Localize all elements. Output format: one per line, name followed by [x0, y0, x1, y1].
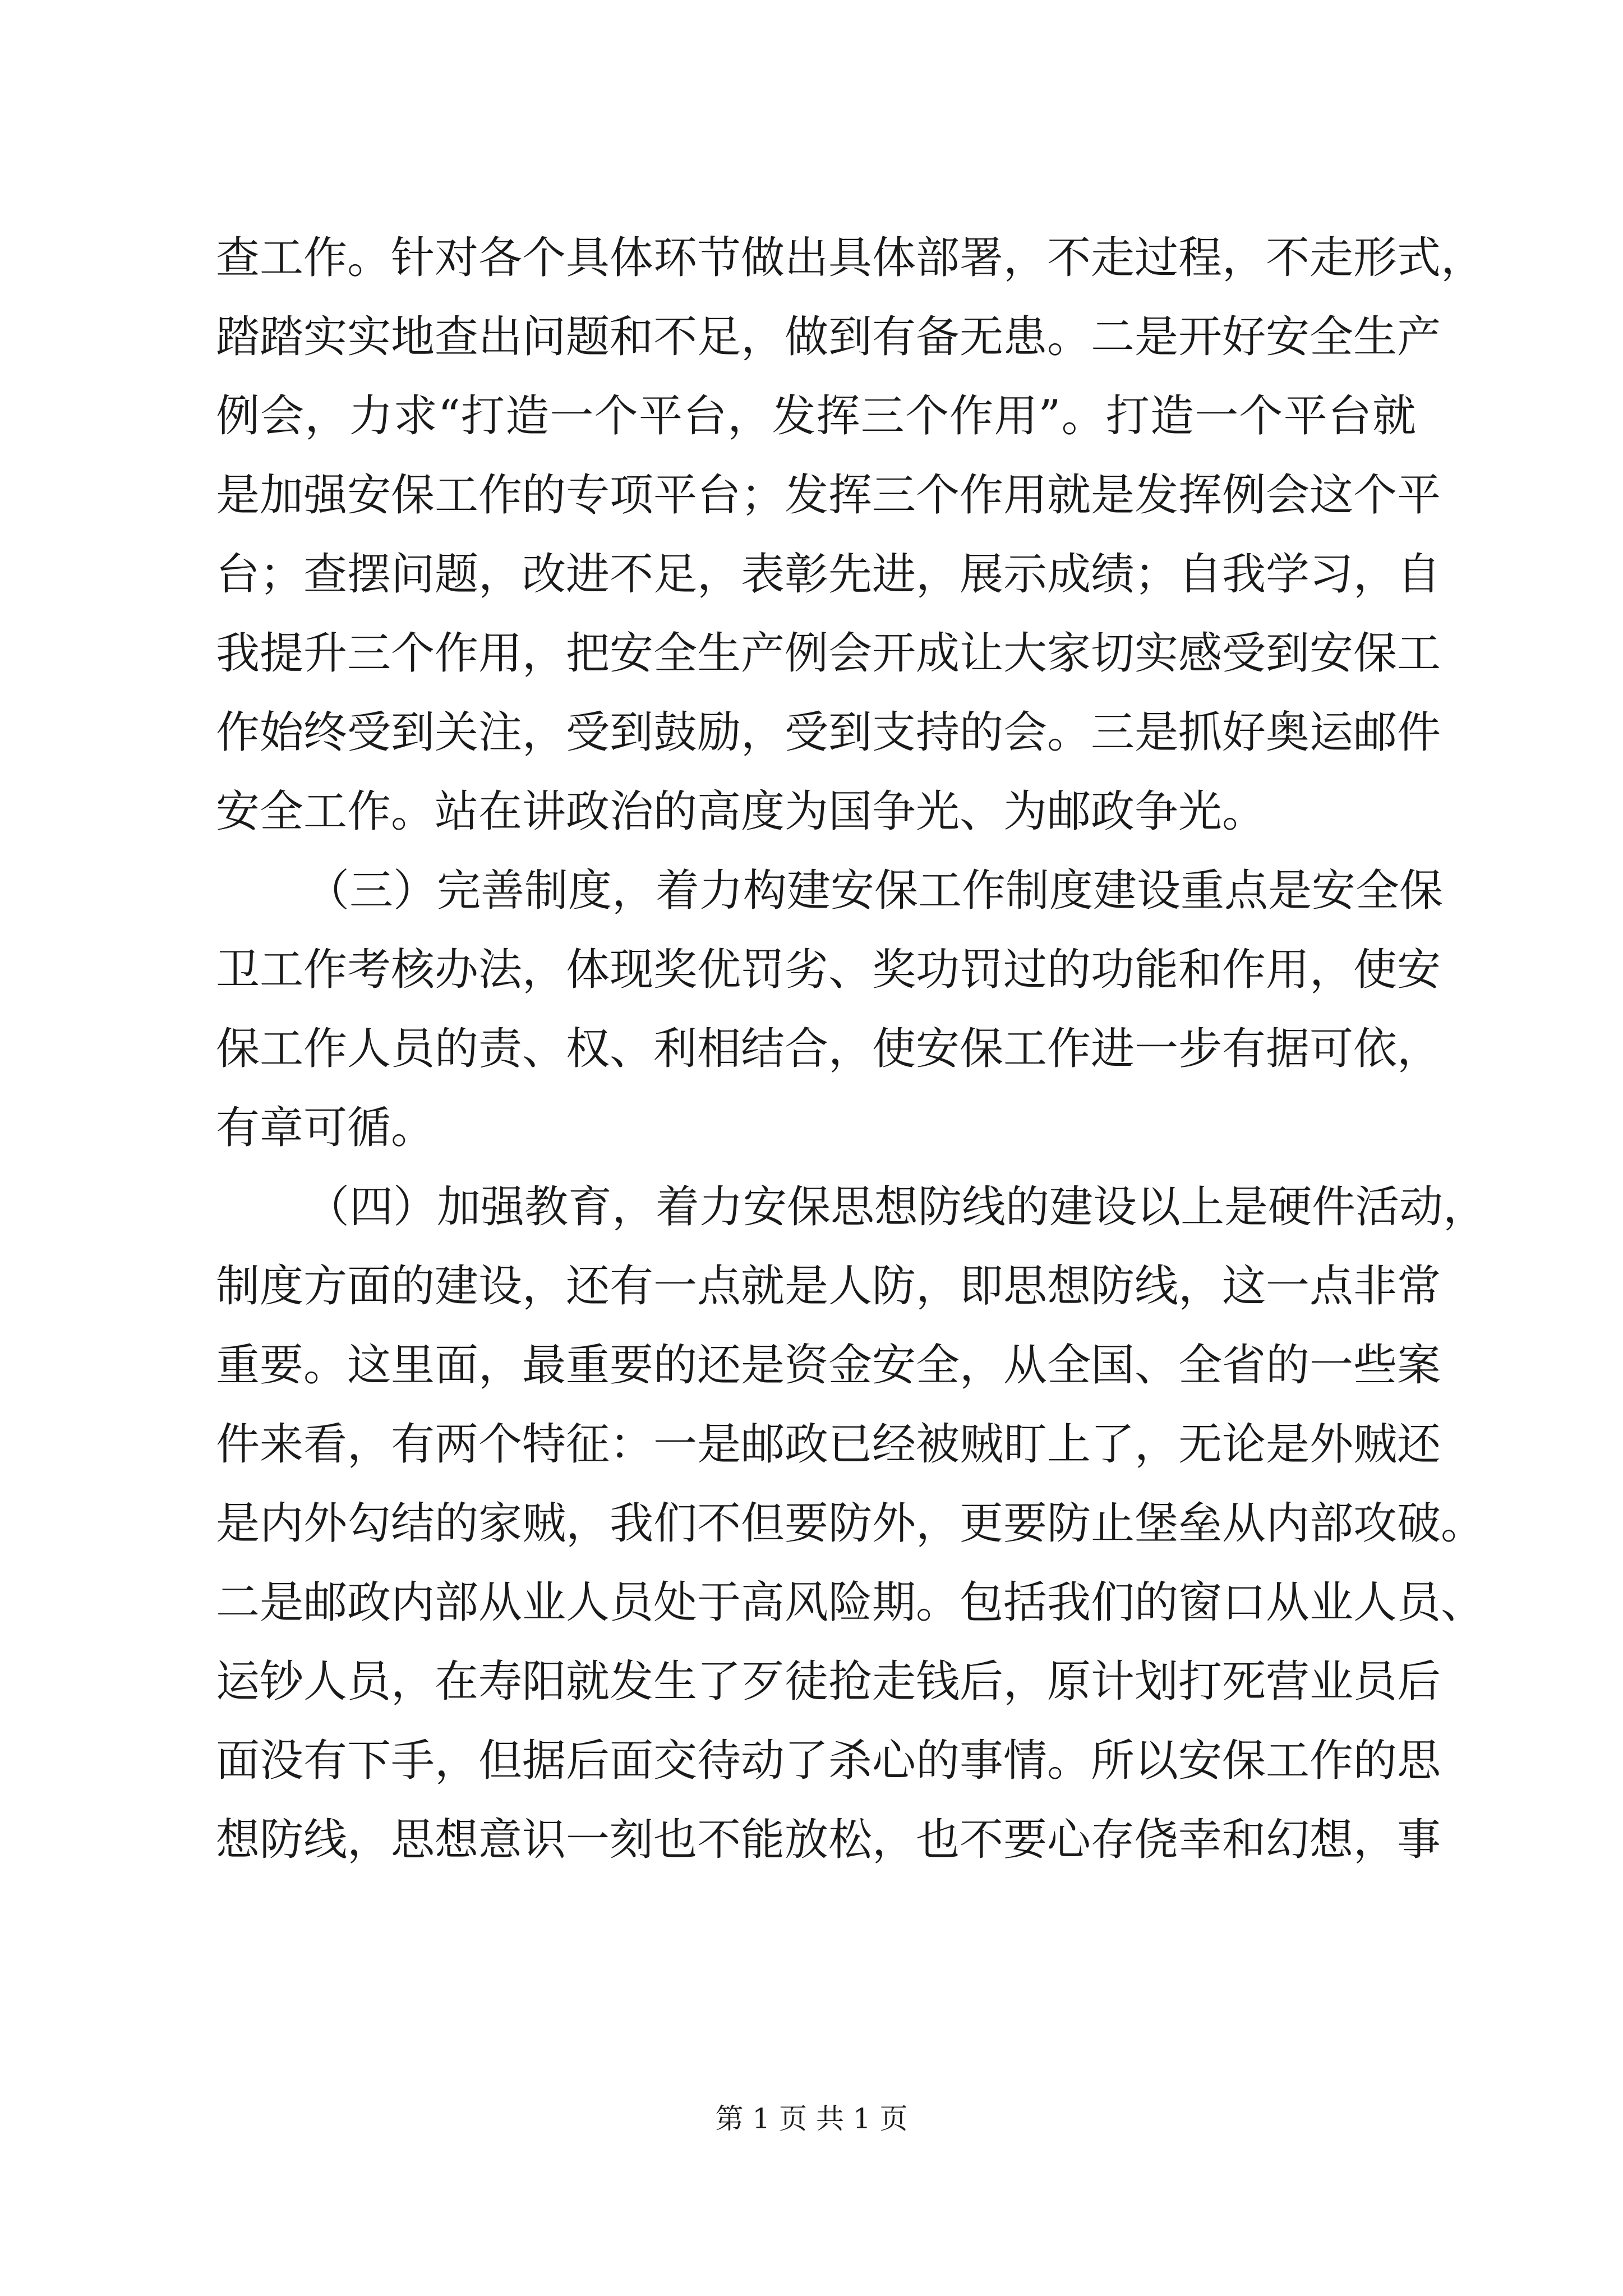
text-line: 制度方面的建设，还有一点就是人防，即思想防线，这一点非常: [216, 1261, 1441, 1312]
text-line: 作始终受到关注，受到鼓励，受到支持的会。三是抓好奥运邮件: [216, 707, 1441, 758]
text-line: 查工作。针对各个具体环节做出具体部署，不走过程，不走形式，: [216, 233, 1485, 283]
body-text: [216, 219, 1487, 1880]
text-line: 踏踏实实地查出问题和不足，做到有备无患。二是开好安全生产: [216, 312, 1441, 362]
paragraph-heading-line: （四）加强教育，着力安保思想防线的建设以上是硬件活动，: [306, 1182, 1487, 1232]
text-line: 是内外勾结的家贼，我们不但要防外，更要防止堡垒从内部攻破。: [216, 1498, 1485, 1549]
text-line: 我提升三个作用，把安全生产例会开成让大家切实感受到安保工: [216, 628, 1441, 679]
text-line: 面没有下手，但据后面交待动了杀心的事情。所以安保工作的思: [216, 1736, 1441, 1786]
text-line: 件来看，有两个特征：一是邮政已经被贼盯上了，无论是外贼还: [216, 1419, 1441, 1470]
text-line: 有章可循。: [216, 1103, 435, 1153]
text-line: 保工作人员的责、权、利相结合，使安保工作进一步有据可依，: [216, 1024, 1441, 1074]
text-line: 例会，力求“打造一个平台，发挥三个作用”。打造一个平台就: [216, 391, 1416, 441]
text-line: 是加强安保工作的专项平台；发挥三个作用就是发挥例会这个平: [216, 470, 1441, 521]
page-number-footer: 第 1 页 共 1 页: [715, 2102, 908, 2135]
text-line: 运钞人员，在寿阳就发生了歹徒抢走钱后，原计划打死营业员后: [216, 1657, 1441, 1707]
text-line: 台；查摆问题，改进不足，表彰先进，展示成绩；自我学习，自: [216, 549, 1441, 600]
text-line: 二是邮政内部从业人员处于高风险期。包括我们的窗口从业人员、: [216, 1577, 1485, 1628]
text-line: 安全工作。站在讲政治的高度为国争光、为邮政争光。: [216, 786, 1266, 837]
text-line: 卫工作考核办法，体现奖优罚劣、奖功罚过的功能和作用，使安: [216, 945, 1441, 995]
paragraph-heading-line: （三）完善制度，着力构建安保工作制度建设重点是安全保: [306, 866, 1444, 916]
text-line: 重要。这里面，最重要的还是资金安全，从全国、全省的一些案: [216, 1340, 1441, 1391]
text-line: 想防线，思想意识一刻也不能放松，也不要心存侥幸和幻想，事: [216, 1815, 1441, 1865]
